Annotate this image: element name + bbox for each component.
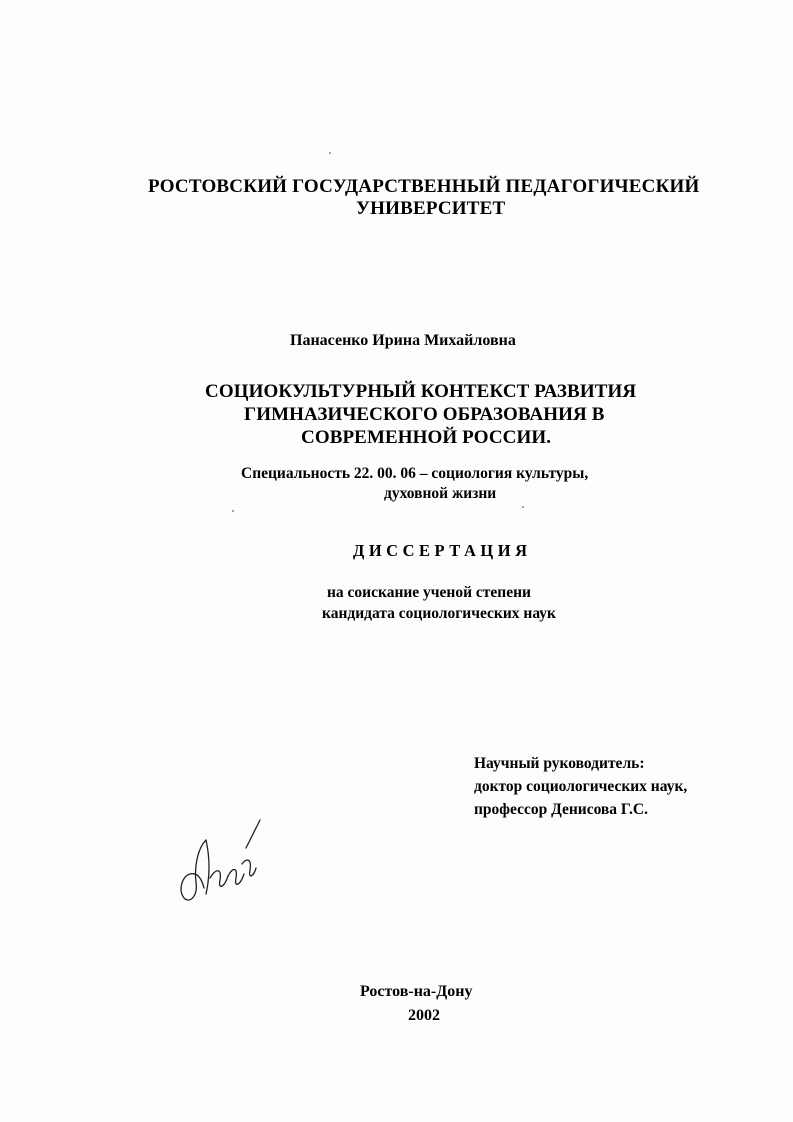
dissertation-title-line-1: СОЦИОКУЛЬТУРНЫЙ КОНТЕКСТ РАЗВИТИЯ [205,381,637,402]
year: 2002 [408,1007,440,1024]
university-name-line-1: РОСТОВСКИЙ ГОСУДАРСТВЕННЫЙ ПЕДАГОГИЧЕСКИЙ [148,176,700,197]
handwritten-signature [176,818,272,910]
university-name-line-2: УНИВЕРСИТЕТ [356,198,506,219]
dissertation-title-line-2: ГИМНАЗИЧЕСКОГО ОБРАЗОВАНИЯ В [244,404,605,425]
supervisor-degree: доктор социологических наук, [474,778,688,795]
specialty-line-1: Специальность 22. 00. 06 – социология культуры, [241,465,589,482]
degree-line-1: на соискание ученой степени [327,584,531,601]
city: Ростов-на-Дону [360,983,473,1000]
document-type-heading: ДИССЕРТАЦИЯ [353,541,532,560]
supervisor-name: профессор Денисова Г.С. [474,801,648,818]
scan-speck [329,152,331,154]
scan-speck [522,506,524,508]
dissertation-title-line-3: СОВРЕМЕННОЙ РОССИИ. [301,427,552,448]
scan-speck [232,510,234,512]
author-name: Панасенко Ирина Михайловна [290,332,516,349]
degree-line-2: кандидата социологических наук [322,605,556,622]
specialty-line-2: духовной жизни [384,485,497,502]
supervisor-label: Научный руководитель: [474,755,645,772]
